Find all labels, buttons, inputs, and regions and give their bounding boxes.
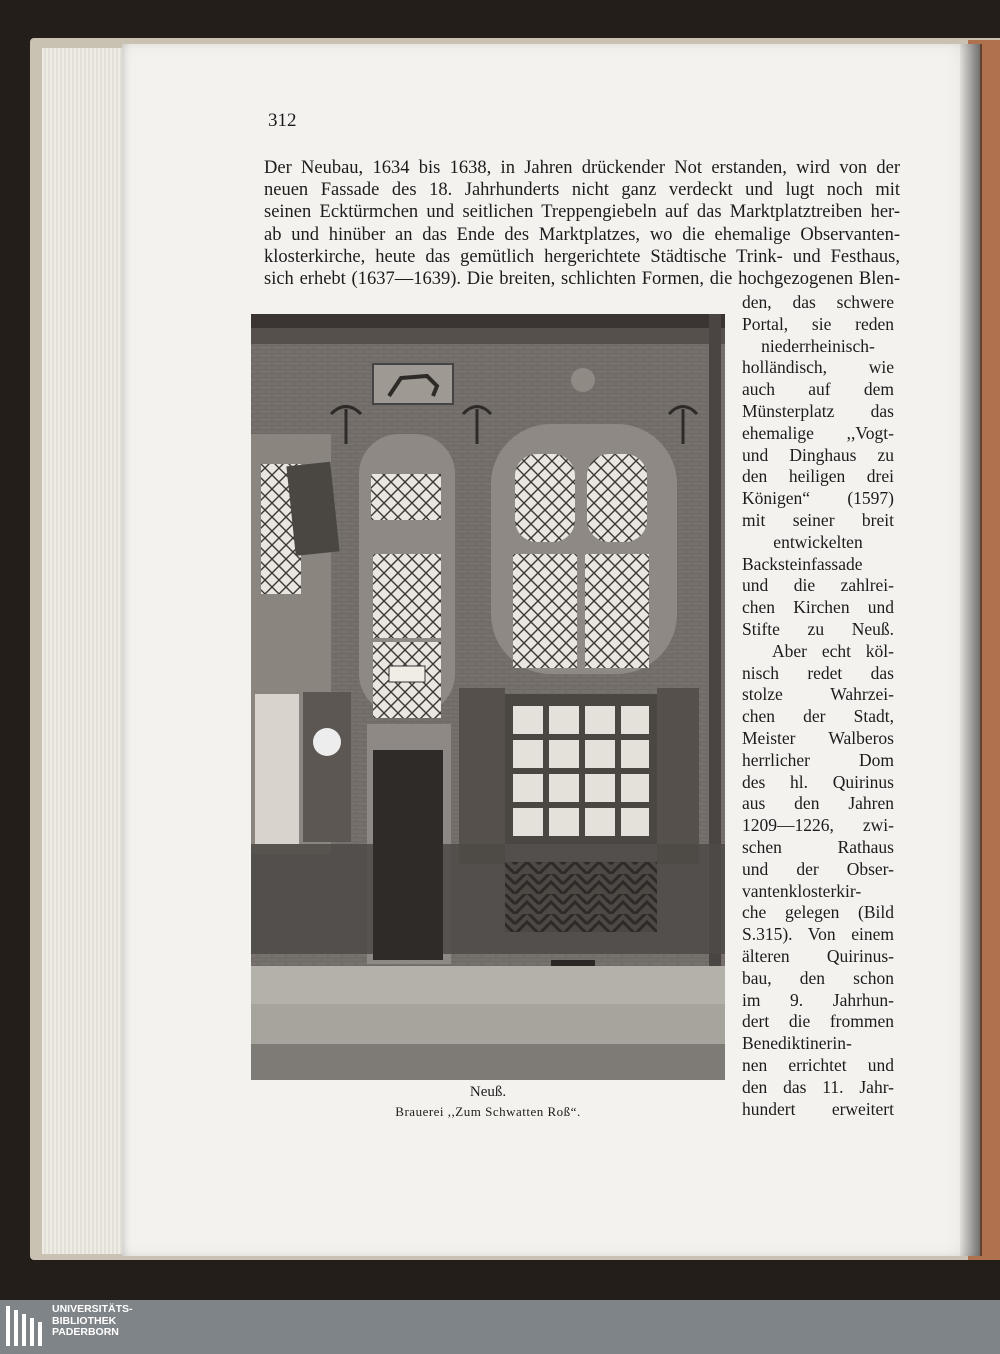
column-text-line: holländisch, wie	[742, 357, 894, 378]
column-text-line: aus den Jahren	[742, 793, 894, 814]
column-text-line: chen der Stadt,	[742, 706, 894, 727]
column-text-line: schen Rathaus	[742, 837, 894, 857]
page-stack-edges	[42, 48, 132, 1254]
column-text-line: und Dinghaus zu	[742, 444, 894, 465]
column-text-line: Aber echt köl-	[772, 640, 894, 661]
column-text-line: niederrheinisch-	[761, 335, 875, 356]
column-text-line: den heiligen drei	[742, 466, 894, 487]
column-text-line: Königen“ (1597)	[742, 488, 894, 509]
text-line: neuen Fassade des 18. Jahrhunderts nicht ganz verdeckt und lugt noch mit	[264, 180, 900, 201]
column-text-line: hundert erweitert	[742, 1098, 894, 1119]
column-text-line: vantenklosterkir-	[742, 880, 862, 901]
text-line: Der Neubau, 1634 bis 1638, in Jahren drückender Not erstanden, wird von der	[264, 158, 900, 178]
text-line: klosterkirche, heute das gemütlich hergerichtete Städtische Trink- und Festhaus,	[264, 246, 900, 267]
column-text-line: und der Obser-	[742, 858, 894, 879]
column-text-line: ehemalige ,,Vogt-	[742, 422, 894, 443]
library-footer	[0, 1300, 1000, 1354]
brewery-facade-photo	[251, 314, 725, 1080]
page-gutter-shadow	[960, 44, 982, 1256]
column-text-line: mit seiner breit	[742, 510, 894, 530]
column-text-line: S.315). Von einem	[742, 924, 894, 945]
column-text-line: stolze Wahrzei-	[742, 684, 894, 705]
column-text-line: herrlicher Dom	[742, 749, 894, 770]
figure-caption-subtitle: Brauerei ,,Zum Schwatten Roß“.	[395, 1104, 581, 1119]
column-text-line: entwickelten	[773, 531, 863, 552]
column-text-line: Portal, sie reden	[742, 313, 894, 334]
column-text-line: dert die frommen	[742, 1011, 894, 1032]
column-text-line: auch auf dem	[742, 379, 894, 400]
column-text-line: Backsteinfassade	[742, 553, 863, 574]
page-number: 312	[268, 110, 297, 131]
column-text-line: 1209—1226, zwi-	[742, 815, 894, 836]
column-text-line: nisch redet das	[742, 662, 894, 683]
column-text-line: und die zahlrei-	[742, 575, 894, 596]
logo-line-3: PADERBORN	[52, 1326, 119, 1338]
column-text-line: Meister Walberos	[742, 728, 894, 748]
text-line: seinen Ecktürmchen und seitlichen Treppengiebeln auf das Marktplatztreiben her-	[264, 202, 900, 223]
column-text-line: den, das schwere	[742, 292, 894, 312]
column-text-line: Münsterplatz das	[742, 401, 894, 421]
column-text-line: Stifte zu Neuß.	[742, 619, 894, 639]
logo-line-2: BIBLIOTHEK	[52, 1314, 117, 1327]
library-logo-icon	[4, 1304, 44, 1352]
figure-photo	[251, 314, 725, 1080]
text-line: ab und hinüber an das Ende des Marktplatzes, wo die ehemalige Observanten-	[264, 224, 900, 245]
text-line: sich erhebt (1637—1639). Die breiten, schlichten Formen, die hochgezogenen Blen-	[264, 269, 900, 289]
library-logo-text	[52, 1304, 133, 1339]
column-text-line: bau, den schon	[742, 967, 894, 988]
column-text-line: Benediktinerin-	[742, 1033, 852, 1054]
column-text-line: chen Kirchen und	[742, 597, 894, 618]
column-text-line: che gelegen (Bild	[742, 902, 894, 923]
column-text-line: nen errichtet und	[742, 1055, 894, 1075]
column-text-line: des hl. Quirinus	[742, 771, 894, 792]
column-text-line: älteren Quirinus-	[742, 946, 894, 966]
figure-caption-title: Neuß.	[469, 1084, 507, 1100]
column-text-line: im 9. Jahrhun-	[742, 989, 894, 1010]
column-text-line: den das 11. Jahr-	[742, 1076, 894, 1097]
logo-line-1: UNIVERSITÄTS-	[52, 1303, 133, 1315]
